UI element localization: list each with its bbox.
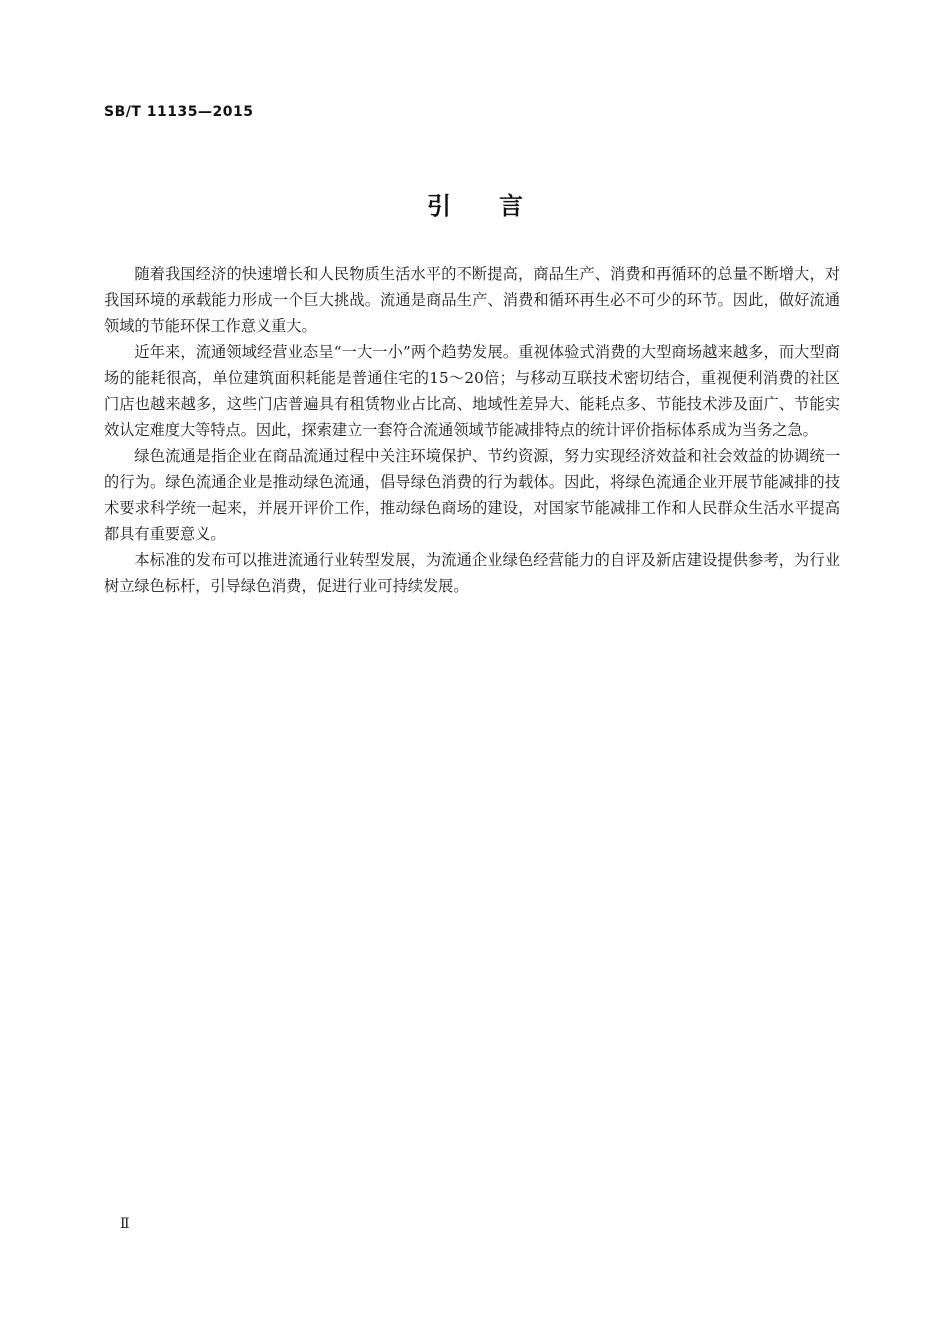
paragraph-1: 随着我国经济的快速增长和人民物质生活水平的不断提高，商品生产、消费和再循环的总量不断增大，对我国环境的承载能力形成一个巨大挑战。流通是商品生产、消费和循环再生必不可少的环节。因此，做好流通领域的节能环保工作意义重大。	[104, 265, 840, 335]
section-title: 引言	[427, 192, 571, 220]
standard-number: SB/T 11135—2015	[104, 104, 254, 120]
paragraph-3: 绿色流通是指企业在商品流通过程中关注环境保护、节约资源，努力实现经济效益和社会效益的协调统一的行为。绿色流通企业是推动绿色流通，倡导绿色消费的行为载体。因此，将绿色流通企业开展节能减排的技术要求科学统一起来，并展开评价工作，推动绿色商场的建设，对国家节能减排工作和人民群众生活水平提高都具有重要意义。	[104, 447, 840, 543]
paragraph-4: 本标准的发布可以推进流通行业转型发展，为流通企业绿色经营能力的自评及新店建设提供参考，为行业树立绿色标杆，引导绿色消费，促进行业可持续发展。	[104, 551, 840, 595]
introduction-body	[104, 261, 840, 599]
page-number: Ⅱ	[120, 1216, 130, 1232]
paragraph-2: 近年来，流通领域经营业态呈“一大一小”两个趋势发展。重视体验式消费的大型商场越来越多，而大型商场的能耗很高，单位建筑面积耗能是普通住宅的15～20倍；与移动互联技术密切结合，重视便利消费的社区门店也越来越多，这些门店普遍具有租赁物业占比高、地域性差异大、能耗点多、节能技术涉及面广、节能实效认定难度大等特点。因此，探索建立一套符合流通领域节能减排特点的统计评价指标体系成为当务之急。	[104, 343, 840, 439]
